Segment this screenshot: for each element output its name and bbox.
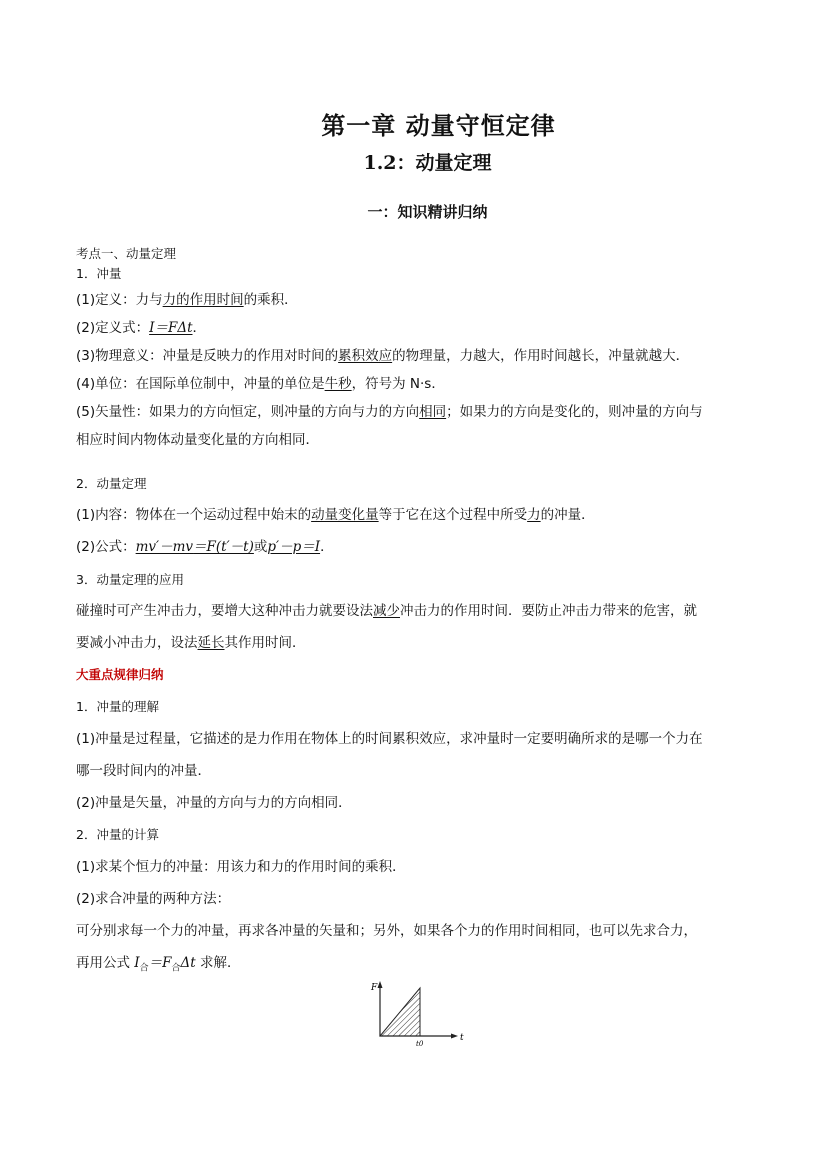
impulse-area: [380, 988, 420, 1036]
vector-line: (5)矢量性：如果力的方向恒定，则冲量的方向与力的方向相同；如果力的方向是变化的，则冲量的方向与: [76, 404, 703, 420]
application-line-1: 碰撞时可产生冲击力，要增大这种冲击力就要设法减少冲击力的作用时间．要防止冲击力带来的危害，就: [76, 603, 697, 619]
chapter-title: 第一章 动量守恒定律: [321, 111, 556, 140]
equation-part-3: p′－p＝I: [267, 539, 321, 555]
unit-underline: 牛秒: [324, 376, 352, 392]
x-axis-arrow: [451, 1034, 458, 1039]
content-underline-2: 力: [527, 507, 541, 523]
application-underline-1: 减少: [373, 603, 400, 619]
equation-line: (2)公式：mv′－mv＝F(t′－t)或p′－p＝I．: [76, 539, 334, 555]
content-line: (1)内容：物体在一个运动过程中始末的动量变化量等于它在这个过程中所受力的冲量．: [76, 507, 595, 523]
summary-p6: 再用公式 $I_合=F_合\Delta t$ 求解．: [76, 955, 241, 974]
meaning-line: (3)物理意义：冲量是反映力的作用对时间的累积效应的物理量，力越大，作用时间越长，冲量就越大．: [76, 348, 690, 364]
s2-title: 2．动量定理: [76, 476, 147, 491]
summary-t1: 1．冲量的理解: [76, 699, 159, 714]
force-time-graph: [360, 978, 470, 1048]
x-axis-label: t: [460, 1033, 464, 1043]
meaning-underline: 累积效应: [338, 348, 393, 364]
kp1-title: 考点一、动量定理: [76, 246, 177, 261]
definition-underline: 力的作用时间: [162, 292, 244, 308]
section-title: 1.2：动量定理: [363, 152, 492, 174]
summary-p3: (1)求某个恒力的冲量：用该力和力的作用时间的乘积．: [76, 859, 406, 875]
summary-title: 大重点规律归纳: [76, 667, 164, 682]
formula-line: (2)定义式：I＝FΔt．: [76, 320, 206, 336]
summary-p1b: 哪一段时间内的冲量．: [76, 763, 211, 779]
definition-line: (1)定义：力与力的作用时间的乘积．: [76, 292, 298, 308]
summary-p2: (2)冲量是矢量，冲量的方向与力的方向相同．: [76, 795, 352, 811]
impulse-formula: I＝FΔt: [149, 320, 193, 336]
y-axis-label: F: [371, 983, 378, 993]
summary-p4: (2)求合冲量的两种方法：: [76, 891, 231, 907]
summary-p1a: (1)冲量是过程量，它描述的是力作用在物体上的时间累积效应，求冲量时一定要明确所求的是哪一个力在: [76, 731, 703, 747]
vector-line-2: 相应时间内物体动量变化量的方向相同．: [76, 432, 319, 448]
summary-p5: 可分别求每一个力的冲量，再求各冲量的矢量和；另外，如果各个力的作用时间相同，也可以先求合力，: [76, 923, 697, 939]
application-underline-2: 延长: [197, 635, 225, 651]
summary-t2: 2．冲量的计算: [76, 827, 159, 842]
application-line-2: 要减小冲击力，设法延长其作用时间．: [76, 635, 306, 651]
t0-label: t0: [416, 1040, 424, 1048]
equation-part-1: mv′－mv: [135, 539, 194, 555]
y-axis-arrow: [378, 981, 383, 988]
s3-title: 3．动量定理的应用: [76, 572, 184, 587]
unit-line: (4)单位：在国际单位制中，冲量的单位是牛秒，符号为 N·s．: [76, 376, 445, 392]
vector-underline: 相同: [419, 404, 447, 420]
part-title: 一：知识精讲归纳: [367, 203, 488, 221]
equation-part-2: ＝F(t′－t): [193, 539, 254, 555]
s1-title: 1．冲量: [76, 266, 122, 281]
content-underline-1: 动量变化量: [311, 507, 379, 523]
